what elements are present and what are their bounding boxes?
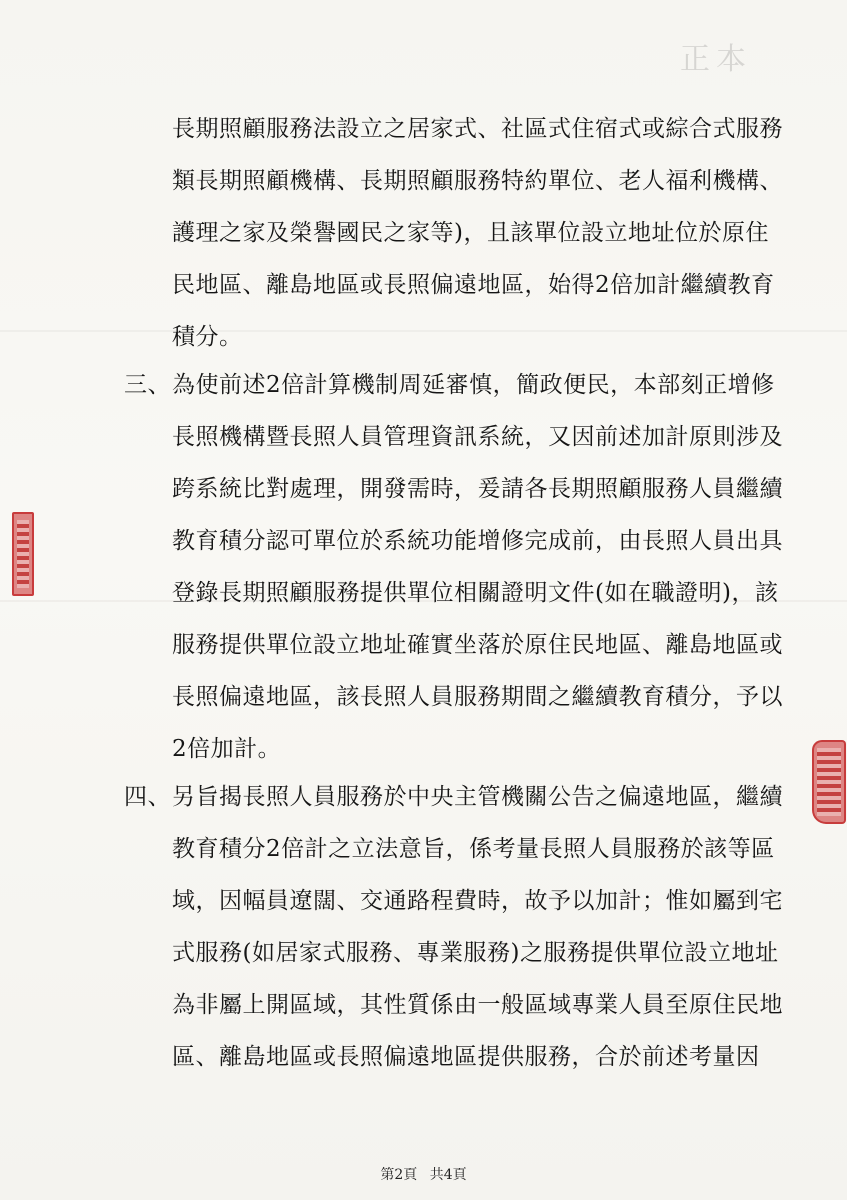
page-total: 共4頁	[429, 1167, 467, 1183]
item-marker: 三、	[124, 372, 171, 398]
text-line: 式服務(如居家式服務、專業服務)之服務提供單位設立地址	[172, 940, 779, 966]
original-copy-stamp: 正本	[680, 42, 752, 77]
text-line: 另旨揭長照人員服務於中央主管機關公告之偏遠地區，繼續	[172, 784, 783, 810]
item-marker: 四、	[124, 784, 171, 810]
text-line: 2倍加計。	[172, 736, 282, 762]
page-footer	[0, 1164, 847, 1184]
seal-stamp-right	[812, 740, 846, 824]
text-line: 為使前述2倍計算機制周延審慎，簡政便民，本部刻正增修	[172, 372, 775, 398]
text-line: 為非屬上開區域，其性質係由一般區域專業人員至原住民地	[172, 992, 783, 1018]
text-line: 登錄長期照顧服務提供單位相關證明文件(如在職證明)，該	[172, 580, 779, 606]
text-line: 長期照顧服務法設立之居家式、社區式住宿式或綜合式服務	[172, 116, 783, 142]
text-line: 跨系統比對處理，開發需時，爰請各長期照顧服務人員繼續	[172, 476, 783, 502]
fold-line	[0, 330, 847, 332]
text-line: 長照機構暨長照人員管理資訊系統，又因前述加計原則涉及	[172, 424, 783, 450]
seal-stamp-left	[12, 512, 34, 596]
page-number: 第2頁	[380, 1167, 418, 1183]
text-line: 教育積分認可單位於系統功能增修完成前，由長照人員出具	[172, 528, 783, 554]
text-line: 護理之家及榮譽國民之家等)，且該單位設立地址位於原住	[172, 220, 769, 246]
text-line: 積分。	[172, 324, 243, 350]
text-line: 服務提供單位設立地址確實坐落於原住民地區、離島地區或	[172, 632, 783, 658]
text-line: 民地區、離島地區或長照偏遠地區，始得2倍加計繼續教育	[172, 272, 775, 298]
text-line: 教育積分2倍計之立法意旨，係考量長照人員服務於該等區	[172, 836, 775, 862]
text-line: 區、離島地區或長照偏遠地區提供服務，合於前述考量因	[172, 1044, 760, 1070]
text-line: 域，因幅員遼闊、交通路程費時，故予以加計；惟如屬到宅	[172, 888, 783, 914]
text-line: 長照偏遠地區，該長照人員服務期間之繼續教育積分，予以	[172, 684, 783, 710]
text-line: 類長期照顧機構、長期照顧服務特約單位、老人福利機構、	[172, 168, 783, 194]
